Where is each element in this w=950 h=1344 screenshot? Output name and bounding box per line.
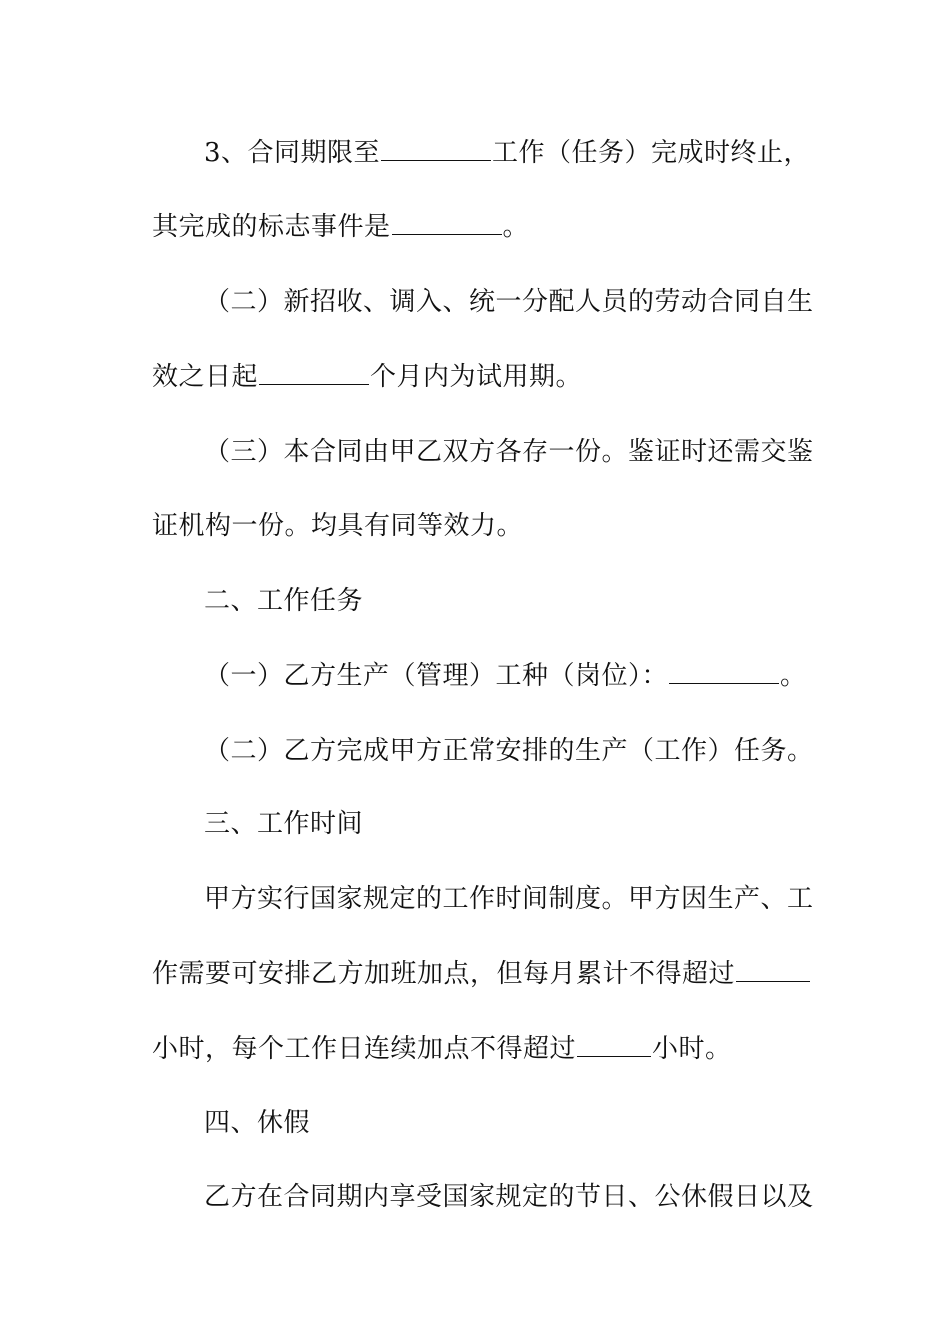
section-heading-work-hours — [204, 808, 844, 840]
heading-text: 三、工作时间 — [204, 809, 364, 839]
completion-event-line — [152, 211, 792, 243]
text-segment: （三）本合同由甲乙双方各存一份。鉴证时还需交鉴 — [204, 437, 814, 467]
text-segment: 效之日起 — [152, 362, 259, 392]
probation-clause-line — [204, 286, 844, 318]
text-segment: （二）新招收、调入、统一分配人员的劳动合同自生 — [204, 287, 814, 317]
work-hours-clause-line — [204, 883, 844, 915]
fill-blank — [392, 212, 502, 235]
text-segment: （二）乙方完成甲方正常安排的生产（工作）任务。 — [204, 736, 814, 766]
text-segment: 。 — [502, 212, 530, 242]
heading-text: 二、工作任务 — [204, 586, 364, 616]
fill-blank — [381, 138, 491, 161]
text-segment: 甲方实行国家规定的工作时间制度。甲方因生产、工 — [204, 884, 814, 914]
probation-period-line — [152, 361, 792, 393]
text-segment: 其完成的标志事件是 — [152, 212, 391, 242]
text-segment: 小时，每个工作日连续加点不得超过 — [152, 1034, 577, 1064]
text-segment: 乙方在合同期内享受国家规定的节日、公休假日以及 — [204, 1182, 814, 1212]
text-segment: 。 — [780, 661, 807, 691]
text-segment: 工作（任务）完成时终止， — [492, 138, 811, 168]
section-heading-vacation — [204, 1107, 844, 1139]
text-segment: 小时。 — [652, 1034, 732, 1064]
fill-blank — [736, 959, 810, 982]
job-position-line — [204, 660, 844, 692]
copies-continuation-line — [152, 510, 792, 542]
text-segment: 3、合同期限至 — [204, 138, 381, 168]
text-segment: 个月内为试用期。 — [370, 362, 583, 392]
text-segment: （一）乙方生产（管理）工种（岗位）： — [204, 661, 669, 691]
section-heading-work-tasks — [204, 585, 844, 617]
contract-term-line — [204, 137, 844, 169]
text-segment: 作需要可安排乙方加班加点，但每月累计不得超过 — [152, 959, 736, 989]
fill-blank — [669, 661, 779, 684]
task-completion-line — [204, 735, 844, 767]
copies-clause-line — [204, 436, 844, 468]
fill-blank — [577, 1034, 651, 1057]
vacation-clause-line — [204, 1181, 844, 1213]
text-segment: 证机构一份。均具有同等效力。 — [152, 511, 524, 541]
overtime-daily-line — [152, 1033, 792, 1065]
fill-blank — [259, 362, 369, 385]
overtime-monthly-line — [152, 958, 792, 990]
heading-text: 四、休假 — [204, 1108, 311, 1138]
